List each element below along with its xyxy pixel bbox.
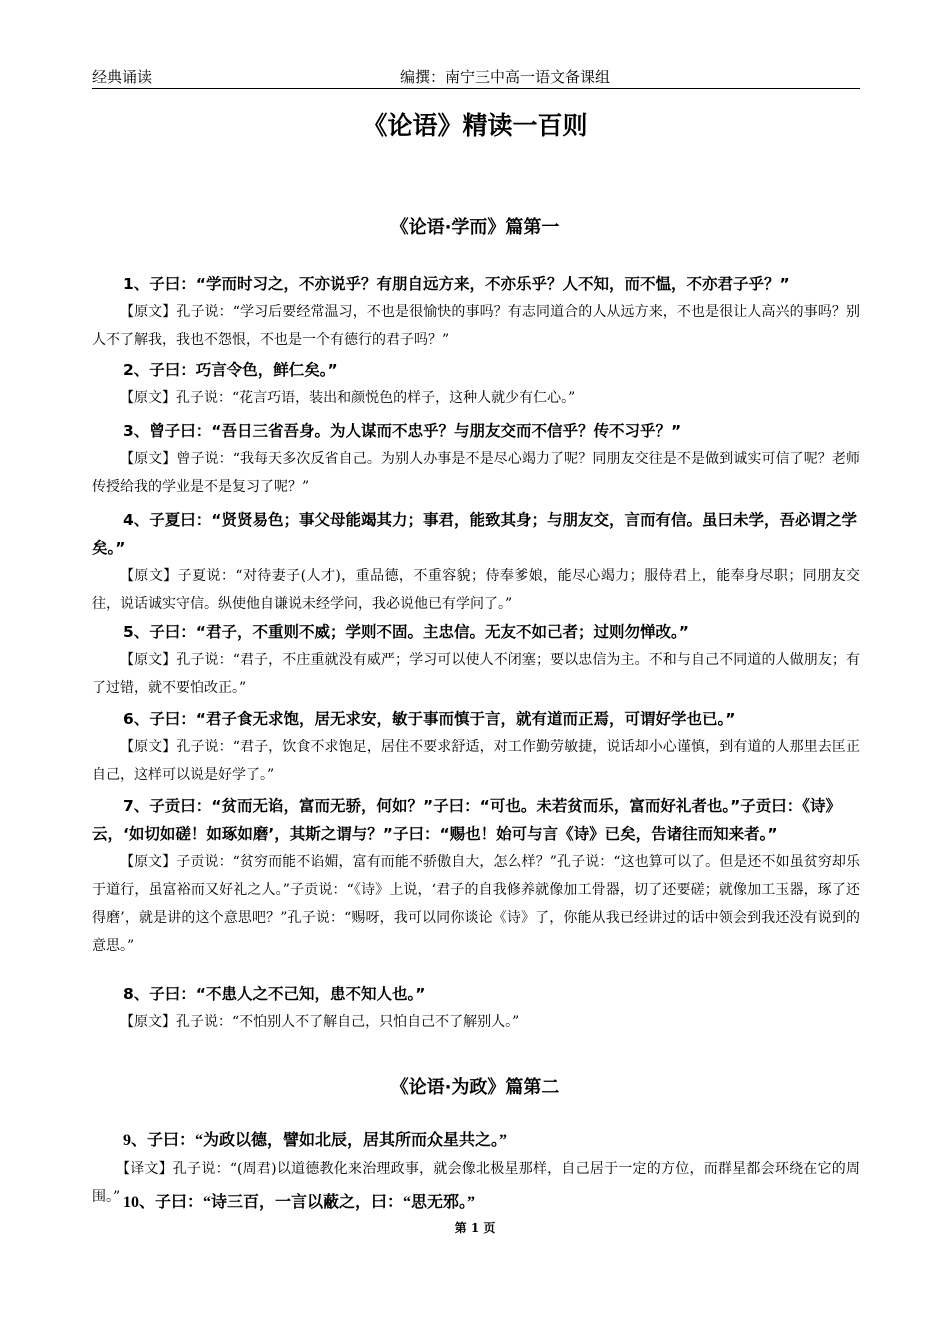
section-title-xuer: 《论语·学而》篇第一: [390, 217, 560, 238]
entry-5: [92, 618, 860, 702]
entry-quote: 7、子贡曰：“贫而无谄，富而无骄，何如？”子曰：“可也。未若贫而乐，富而好礼者也。”子贡曰：《诗》云，‘如切如磋！如琢如磨’，其斯之谓与？”子曰：“赐也！始可与言《诗》已矣，告诸往而知来者。”: [92, 797, 842, 843]
page-number: 第 1 页: [454, 1221, 496, 1235]
entry-quote: 3、曾子曰：“吾日三省吾身。为人谋而不忠乎？与朋友交而不信乎？传不习乎？”: [123, 422, 682, 440]
section-title-weizheng: 《论语·为政》篇第二: [390, 1077, 560, 1098]
entry-translation: 【原文】曾子说：“我每天多次反省自己。为别人办事是不是尽心竭力了呢？同朋友交往是不是做到诚实可信了呢？老师传授给我的学业是不是复习了呢？”: [92, 451, 860, 495]
entry-1: [92, 270, 860, 354]
entry-quote: 8、子曰：“不患人之不己知，患不知人也。”: [123, 985, 426, 1003]
entry-translation: 【原文】孔子说：“花言巧语，装出和颜悦色的样子，这种人就少有仁心。”: [120, 390, 576, 406]
entry-translation: 【原文】子贡说：“贫穷而能不谄媚，富有而能不骄傲自大，怎么样？”孔子说：“这也算可以了。但是还不如虽贫穷却乐于道行，虽富裕而又好礼之人。”子贡说：“《诗》上说，‘君子的自我修养就像加工骨器，切了还要磋；就像加工玉器，琢了还得磨’，就是讲的这个意思吧？”孔子说：“赐呀，我可以同你谈论《诗》了，你能从我已经讲过的话中领会到我还没有说到的意思。”: [92, 854, 860, 954]
entry-10: [92, 1189, 860, 1217]
entry-translation: 【原文】子夏说：“对待妻子(人才)，重品德，不重容貌；侍奉爹娘，能尽心竭力；服侍君上，能奉身尽职；同朋友交往，说话诚实守信。纵使他自谦说未经学问，我必说他已有学问了。”: [92, 568, 860, 612]
entry-translation: 【原文】孔子说：“不怕别人不了解自己，只怕自己不了解别人。”: [120, 1014, 520, 1030]
entry-6: [92, 705, 860, 789]
entry-quote: 10、子曰：“诗三百，一言以蔽之，曰：“思无邪。”: [123, 1194, 476, 1211]
entry-7: [92, 792, 860, 960]
entry-translation: 【原文】孔子说：“君子，不庄重就没有威严；学习可以使人不闭塞；要以忠信为主。不和与自己不同道的人做朋友；有了过错，就不要怕改正。”: [92, 652, 860, 696]
document-title: 《论语》精读一百则: [362, 111, 588, 140]
entry-quote: 5、子曰：“君子，不重则不威；学则不固。主忠信。无友不如己者；过则勿惮改。”: [123, 623, 689, 641]
entry-4: [92, 506, 860, 618]
entry-quote: 6、子曰：“君子食无求饱，居无求安，敏于事而慎于言，就有道而正焉，可谓好学也已。”: [123, 710, 736, 728]
entry-quote: 4、子夏曰：“贤贤易色；事父母能竭其力；事君，能致其身；与朋友交，言而有信。虽曰未学，吾必谓之学矣。”: [92, 511, 857, 557]
header-left-text: 经典诵读: [92, 68, 153, 86]
entry-translation: 【译文】孔子说：“(周君)以道德教化来治理政事，就会像北极星那样，自己居于一定的方位，而群星都会环绕在它的周围。”: [92, 1161, 860, 1205]
page-header: [92, 66, 860, 89]
entry-3: [92, 417, 860, 501]
header-center-text: 编撰：南宁三中高一语文备课组: [400, 68, 611, 86]
entry-2: [92, 356, 860, 412]
entry-8: [92, 980, 860, 1036]
entry-quote: 1、子曰：“学而时习之，不亦说乎？有朋自远方来，不亦乐乎？人不知，而不愠，不亦君子乎？”: [123, 275, 790, 293]
entry-translation: 【原文】孔子说：“君子，饮食不求饱足，居住不要求舒适，对工作勤劳敏捷，说话却小心谨慎，到有道的人那里去匡正自己，这样可以说是好学了。”: [92, 739, 860, 783]
entry-quote: 2、子曰：巧言令色，鲜仁矣。”: [123, 361, 338, 379]
entry-translation: 【原文】孔子说：“学习后要经常温习，不也是很愉快的事吗？有志同道合的人从远方来，不也是很让人高兴的事吗？别人不了解我，我也不怨恨，不也是一个有德行的君子吗？”: [92, 304, 860, 348]
entry-quote: 9、子曰：“为政以德，譬如北辰，居其所而众星共之。”: [123, 1132, 508, 1149]
